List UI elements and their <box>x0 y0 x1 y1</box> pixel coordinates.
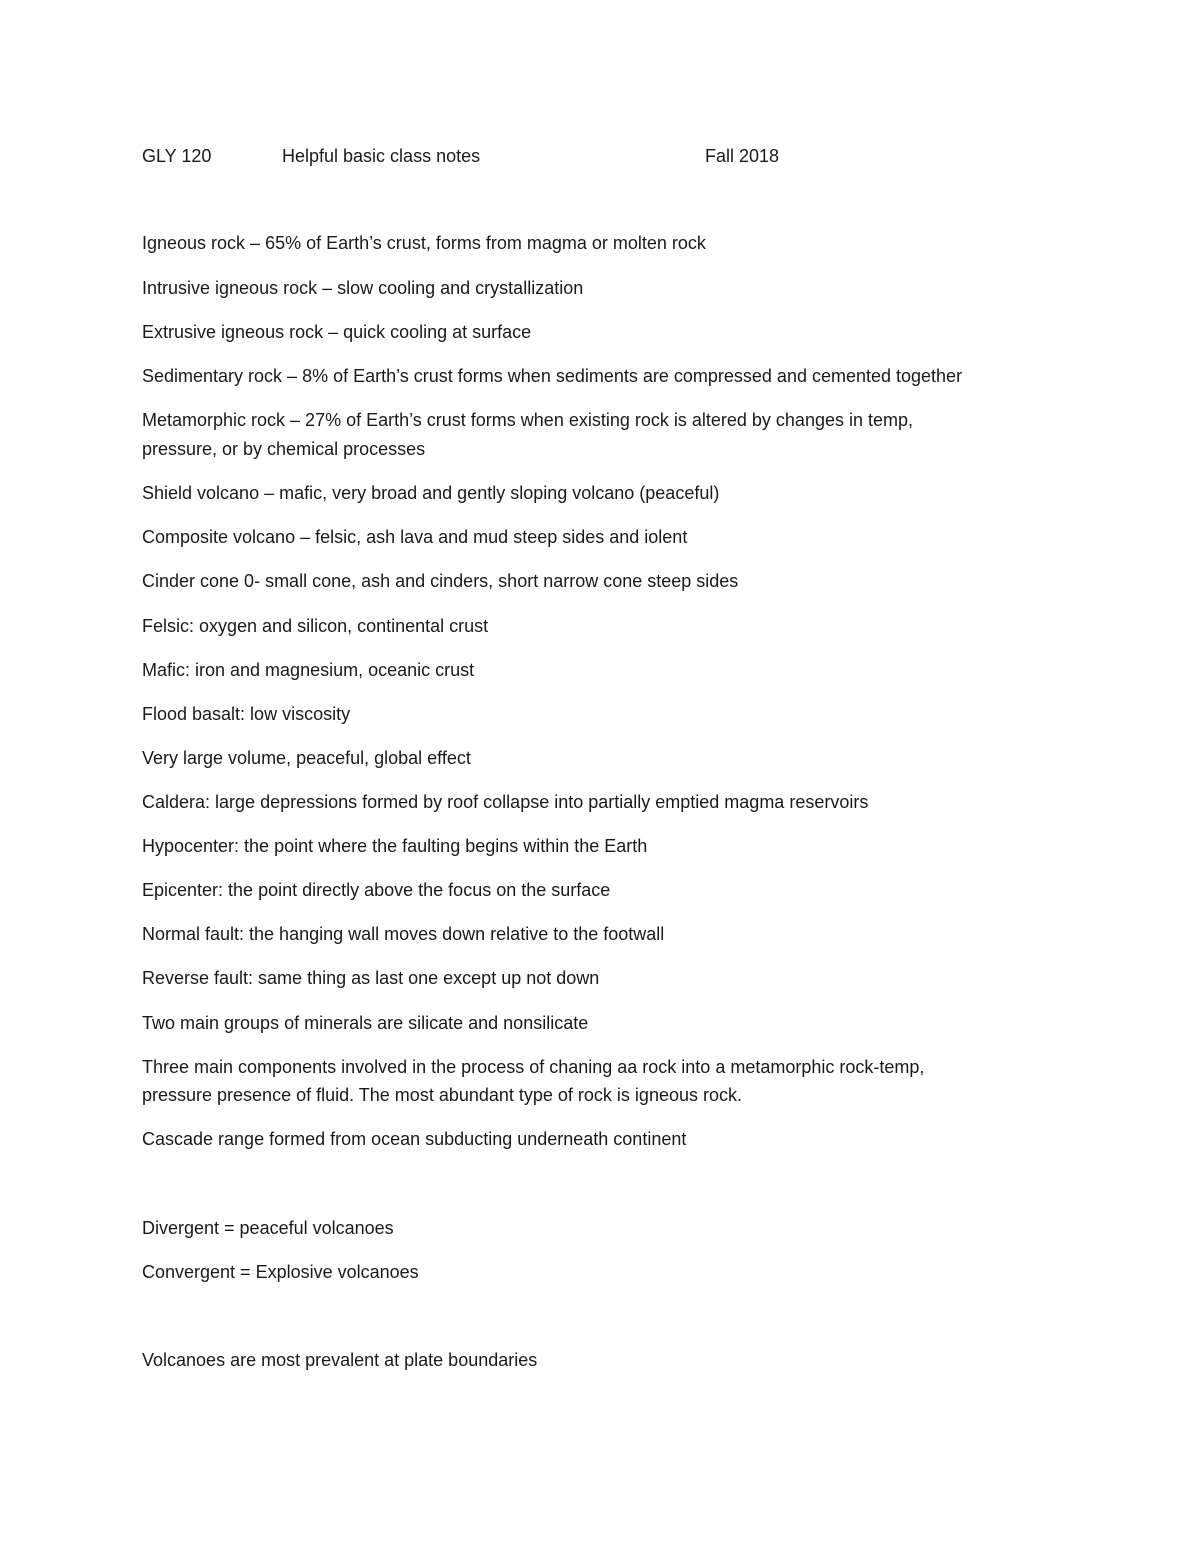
course-code: GLY 120 <box>142 146 212 166</box>
note-flood-basalt: Flood basalt: low viscosity <box>142 704 351 724</box>
note-intrusive-igneous: Intrusive igneous rock – slow cooling and crystallization <box>142 278 584 298</box>
note-felsic: Felsic: oxygen and silicon, continental crust <box>142 616 489 636</box>
note-caldera: Caldera: large depressions formed by roof collapse into partially emptied magma reservoirs <box>142 792 869 812</box>
note-mineral-groups: Two main groups of minerals are silicate and nonsilicate <box>142 1013 589 1033</box>
document-header <box>142 143 1042 169</box>
document-title: Helpful basic class notes <box>282 146 481 166</box>
note-metamorphic-rock: Metamorphic rock – 27% of Earth’s crust forms when existing rock is altered by changes in temp, <box>142 410 914 430</box>
note-shield-volcano: Shield volcano – mafic, very broad and gently sloping volcano (peaceful) <box>142 483 720 503</box>
note-cascade-range: Cascade range formed from ocean subducting underneath continent <box>142 1129 687 1149</box>
note-divergent: Divergent = peaceful volcanoes <box>142 1218 394 1238</box>
note-convergent: Convergent = Explosive volcanoes <box>142 1262 419 1282</box>
note-reverse-fault: Reverse fault: same thing as last one except up not down <box>142 968 600 988</box>
note-igneous-rock: Igneous rock – 65% of Earth’s crust, forms from magma or molten rock <box>142 233 706 253</box>
note-epicenter: Epicenter: the point directly above the focus on the surface <box>142 880 611 900</box>
note-metamorphic-rock-cont: pressure, or by chemical processes <box>142 439 426 459</box>
note-metamorphic-components-cont: pressure presence of fluid. The most abundant type of rock is igneous rock. <box>142 1085 742 1105</box>
note-mafic: Mafic: iron and magnesium, oceanic crust <box>142 660 475 680</box>
note-large-volume: Very large volume, peaceful, global effect <box>142 748 471 768</box>
note-composite-volcano: Composite volcano – felsic, ash lava and mud steep sides and iolent <box>142 527 688 547</box>
note-plate-boundaries: Volcanoes are most prevalent at plate boundaries <box>142 1350 538 1370</box>
term-label: Fall 2018 <box>705 146 780 166</box>
note-extrusive-igneous: Extrusive igneous rock – quick cooling at surface <box>142 322 532 342</box>
note-sedimentary-rock: Sedimentary rock – 8% of Earth’s crust forms when sediments are compressed and cemented together <box>142 366 963 386</box>
note-metamorphic-components: Three main components involved in the process of chaning aa rock into a metamorphic rock-temp, <box>142 1057 925 1077</box>
note-hypocenter: Hypocenter: the point where the faulting begins within the Earth <box>142 836 648 856</box>
note-normal-fault: Normal fault: the hanging wall moves down relative to the footwall <box>142 924 665 944</box>
note-cinder-cone: Cinder cone 0- small cone, ash and cinders, short narrow cone steep sides <box>142 571 739 591</box>
